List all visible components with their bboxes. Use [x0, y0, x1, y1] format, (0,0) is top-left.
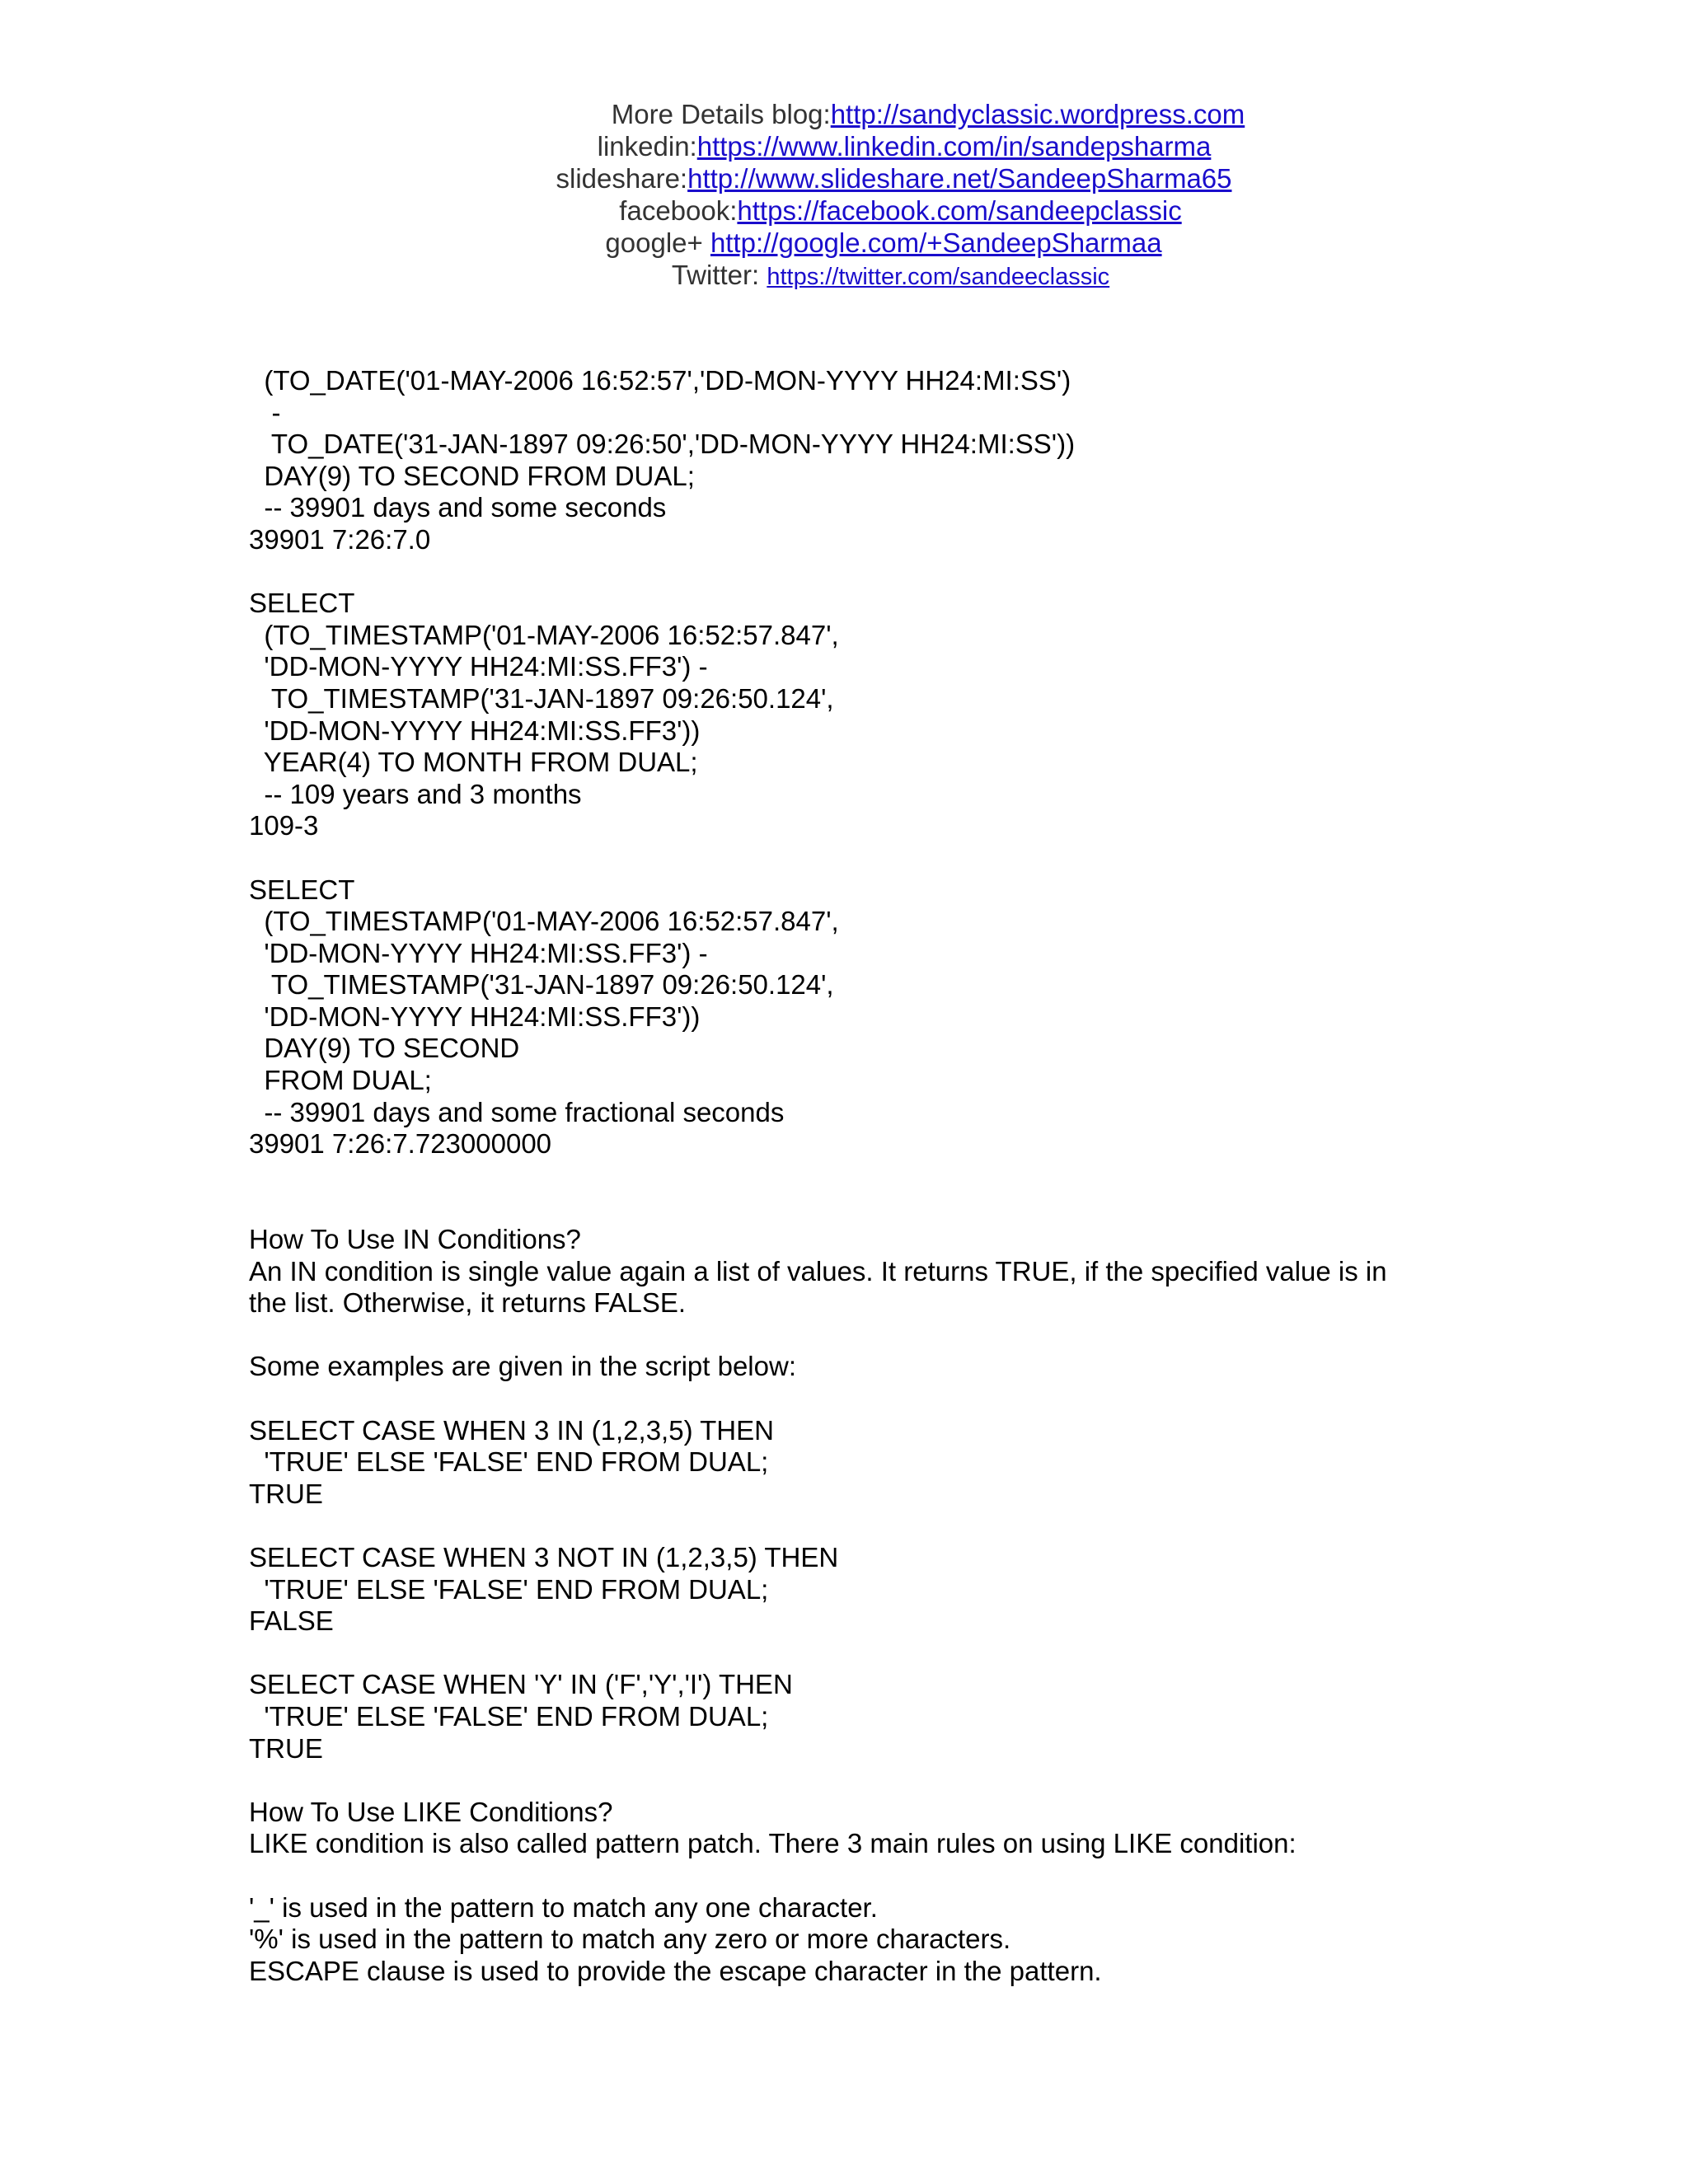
linkedin-link[interactable]: https://www.linkedin.com/in/sandepsharma: [696, 131, 1212, 162]
in-example-1: [249, 1415, 1436, 1511]
section-heading: How To Use LIKE Conditions?: [249, 1796, 613, 1827]
in-conditions-section: [249, 1224, 1436, 1383]
twitter-label: Twitter:: [671, 260, 767, 290]
code-block-interval-day-seconds: [249, 365, 1436, 556]
code-line: 'TRUE' ELSE 'FALSE' END FROM DUAL;: [249, 1700, 769, 1732]
facebook-link[interactable]: https://facebook.com/sandeepclassic: [737, 195, 1182, 226]
spacer: [249, 842, 1436, 874]
paragraph-line: Some examples are given in the script below:: [249, 1351, 796, 1382]
google-link[interactable]: http://google.com/+SandeepSharmaa: [710, 227, 1162, 258]
slideshare-label: slideshare:: [556, 163, 688, 194]
spacer: [249, 1160, 1436, 1224]
twitter-line: [0, 259, 1688, 293]
code-line: SELECT CASE WHEN 3 NOT IN (1,2,3,5) THEN: [249, 1541, 839, 1572]
code-line: FROM DUAL;: [249, 1065, 432, 1096]
header-links: [0, 98, 1688, 293]
code-line: 'DD-MON-YYYY HH24:MI:SS.FF3') -: [249, 651, 708, 682]
code-block-interval-year-month: [249, 588, 1436, 842]
query-result: 109-3: [249, 810, 319, 841]
paragraph-line: the list. Otherwise, it returns FALSE.: [249, 1287, 687, 1319]
blog-line: [0, 98, 1688, 130]
code-line: (TO_TIMESTAMP('01-MAY-2006 16:52:57.847',: [249, 906, 839, 937]
code-line: (TO_TIMESTAMP('01-MAY-2006 16:52:57.847',: [249, 619, 839, 650]
google-line: [0, 227, 1688, 259]
google-label: google+: [605, 227, 710, 258]
code-line: TO_TIMESTAMP('31-JAN-1897 09:26:50.124',: [249, 682, 834, 714]
rule-line: '%' is used in the pattern to match any zero or more characters.: [249, 1924, 1011, 1955]
like-conditions-section: [249, 1797, 1436, 1988]
query-result: TRUE: [249, 1478, 323, 1509]
code-line: YEAR(4) TO MONTH FROM DUAL;: [249, 747, 698, 778]
rule-line: ESCAPE clause is used to provide the escape character in the pattern.: [249, 1955, 1102, 1986]
linkedin-label: linkedin:: [597, 131, 697, 162]
spacer: [249, 1765, 1436, 1797]
code-line: -: [249, 396, 281, 428]
code-line: DAY(9) TO SECOND FROM DUAL;: [249, 460, 695, 491]
code-block-interval-fractional: [249, 874, 1436, 1160]
spacer: [249, 1319, 1436, 1352]
spacer: [249, 1860, 1436, 1892]
code-comment: -- 109 years and 3 months: [249, 778, 582, 809]
code-line: DAY(9) TO SECOND: [249, 1033, 520, 1064]
blog-link[interactable]: http://sandyclassic.wordpress.com: [830, 99, 1245, 129]
slideshare-link[interactable]: http://www.slideshare.net/SandeepSharma65: [687, 163, 1232, 194]
paragraph-line: An IN condition is single value again a list of values. It returns TRUE, if the specified value is in: [249, 1255, 1387, 1286]
code-line: SELECT CASE WHEN 3 IN (1,2,3,5) THEN: [249, 1414, 774, 1446]
facebook-label: facebook:: [619, 195, 738, 226]
code-line: 'TRUE' ELSE 'FALSE' END FROM DUAL;: [249, 1446, 769, 1478]
spacer: [249, 556, 1436, 588]
spacer: [249, 1383, 1436, 1415]
code-line: SELECT: [249, 874, 355, 905]
in-example-2: [249, 1542, 1436, 1638]
twitter-link[interactable]: https://twitter.com/sandeeclassic: [767, 264, 1110, 290]
query-result: 39901 7:26:7.0: [249, 523, 431, 555]
section-heading: How To Use IN Conditions?: [249, 1224, 581, 1255]
spacer: [249, 1638, 1436, 1670]
blog-label: More Details blog:: [611, 99, 831, 129]
code-line: TO_TIMESTAMP('31-JAN-1897 09:26:50.124',: [249, 969, 834, 1001]
code-comment: -- 39901 days and some seconds: [249, 492, 667, 523]
code-line: 'TRUE' ELSE 'FALSE' END FROM DUAL;: [249, 1573, 769, 1605]
rule-line: '_' is used in the pattern to match any one character.: [249, 1891, 878, 1923]
query-result: TRUE: [249, 1732, 323, 1764]
code-line: SELECT: [249, 588, 355, 619]
code-line: TO_DATE('31-JAN-1897 09:26:50','DD-MON-YYYY HH24:MI:SS')): [249, 429, 1076, 460]
query-result: FALSE: [249, 1605, 334, 1637]
code-line: 'DD-MON-YYYY HH24:MI:SS.FF3') -: [249, 937, 708, 968]
code-line: 'DD-MON-YYYY HH24:MI:SS.FF3')): [249, 715, 701, 746]
code-line: 'DD-MON-YYYY HH24:MI:SS.FF3')): [249, 1001, 701, 1032]
paragraph-line: LIKE condition is also called pattern patch. There 3 main rules on using LIKE condition:: [249, 1828, 1296, 1859]
facebook-line: [0, 194, 1688, 227]
code-line: SELECT CASE WHEN 'Y' IN ('F','Y','I') THEN: [249, 1669, 793, 1700]
linkedin-line: [0, 130, 1688, 162]
document-body: [249, 365, 1436, 1987]
code-line: (TO_DATE('01-MAY-2006 16:52:57','DD-MON-YYYY HH24:MI:SS'): [249, 365, 1071, 396]
code-comment: -- 39901 days and some fractional seconds: [249, 1096, 785, 1127]
in-example-3: [249, 1669, 1436, 1765]
spacer: [249, 1510, 1436, 1542]
slideshare-line: [0, 162, 1688, 194]
query-result: 39901 7:26:7.723000000: [249, 1128, 552, 1160]
